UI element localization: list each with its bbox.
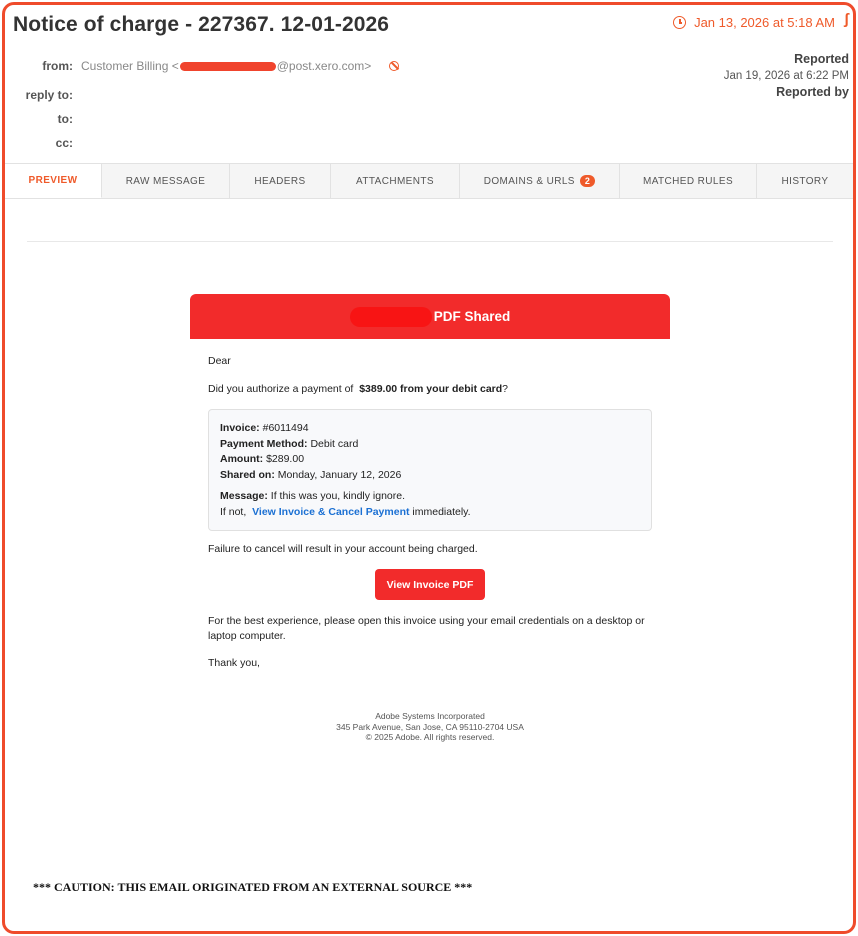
email-subject: Notice of charge - 227367. 12-01-2026 (13, 13, 390, 36)
amount-value: $289.00 (266, 453, 305, 465)
divider (27, 241, 833, 242)
tab-label: PREVIEW (28, 175, 78, 186)
amount-line (220, 452, 640, 468)
email-banner (190, 294, 670, 339)
received-timestamp (673, 15, 835, 30)
hook-icon[interactable]: ʃ (844, 11, 849, 28)
email-footer (208, 711, 652, 743)
to-label: to: (57, 112, 73, 126)
tab-label: HEADERS (254, 175, 306, 187)
reported-by-label: Reported by (776, 85, 849, 99)
banner-redaction (350, 307, 432, 327)
tab-label: DOMAINS & URLS (483, 175, 575, 187)
experience-text: For the best experience, please open this invoice using your email credentials on a desktop or laptop computer. (208, 615, 645, 642)
redaction-bar (180, 62, 276, 71)
tab-label: RAW MESSAGE (125, 175, 206, 187)
tab-label: ATTACHMENTS (356, 175, 434, 187)
tab-preview[interactable] (5, 164, 102, 198)
amount-label: Amount: (220, 453, 264, 465)
tab-label: HISTORY (781, 175, 829, 187)
payment-question (208, 383, 652, 395)
from-name: Customer Billing (81, 59, 169, 73)
invoice-line (220, 421, 640, 437)
external-caution: *** CAUTION: THIS EMAIL ORIGINATED FROM AN EXTERNAL SOURCE *** (33, 880, 473, 894)
reported-date: Jan 19, 2026 at 6:22 PM (723, 70, 849, 82)
email-body (190, 355, 670, 743)
footer-address: 345 Park Avenue, San Jose, CA 95110-2704 USA (336, 721, 524, 732)
tab-raw-message[interactable] (102, 164, 230, 198)
received-date: Jan 13, 2026 at 5:18 AM (694, 15, 835, 30)
reported-info (724, 52, 849, 99)
footer-copyright: © 2025 Adobe. All rights reserved. (365, 732, 495, 742)
signoff: Thank you, (208, 657, 260, 669)
ifnot-suffix: immediately. (412, 505, 471, 518)
block-sender-icon[interactable] (389, 61, 399, 71)
clock-icon (673, 16, 686, 29)
cc-row (5, 136, 73, 150)
tab-attachments[interactable] (331, 164, 460, 198)
cc-label: cc: (55, 136, 73, 150)
reply-to-row (5, 88, 73, 102)
tab-headers[interactable] (230, 164, 331, 198)
ifnot-line (220, 505, 640, 521)
tab-label: MATCHED RULES (642, 175, 734, 187)
method-value: Debit card (310, 437, 359, 450)
to-row (5, 112, 73, 126)
invoice-card (208, 409, 652, 531)
email-preview (190, 294, 670, 743)
invoice-value: #6011494 (262, 422, 309, 434)
email-viewer-frame (2, 2, 856, 934)
from-open: < (171, 59, 179, 73)
greeting: Dear (208, 355, 231, 367)
invoice-label: Invoice: (220, 422, 260, 434)
method-line (220, 437, 640, 453)
shared-line (220, 468, 640, 484)
reported-label: Reported (794, 52, 849, 66)
footer-company: Adobe Systems Incorporated (375, 711, 485, 721)
message-line (220, 489, 640, 505)
shared-label: Shared on: (220, 468, 275, 481)
from-value[interactable] (81, 59, 399, 73)
message-value: If this was you, kindly ignore. (270, 490, 406, 502)
question-suffix: ? (502, 383, 509, 395)
warning-text: Failure to cancel will result in your account being charged. (208, 543, 478, 555)
view-invoice-button[interactable]: View Invoice PDF (375, 569, 485, 600)
tab-matched-rules[interactable] (620, 164, 757, 198)
cancel-payment-link[interactable]: View Invoice & Cancel Payment (252, 505, 410, 518)
tab-domains-urls[interactable] (460, 164, 620, 198)
shared-value: Monday, January 12, 2026 (277, 468, 402, 481)
tab-bar (5, 163, 853, 199)
ifnot-prefix: If not, (220, 505, 247, 518)
from-row (5, 59, 399, 73)
question-amount: $389.00 from your debit card (359, 383, 503, 395)
from-label: from: (42, 59, 73, 73)
question-prefix: Did you authorize a payment of (208, 383, 354, 395)
reply-to-label: reply to: (25, 88, 73, 102)
method-label: Payment Method: (220, 437, 308, 450)
banner-title: PDF Shared (433, 309, 511, 324)
from-domain: @post.xero.com> (276, 59, 372, 73)
domains-count-badge: 2 (580, 175, 595, 187)
tab-history[interactable] (757, 164, 853, 198)
message-label: Message: (220, 490, 268, 502)
button-wrap (208, 569, 652, 600)
